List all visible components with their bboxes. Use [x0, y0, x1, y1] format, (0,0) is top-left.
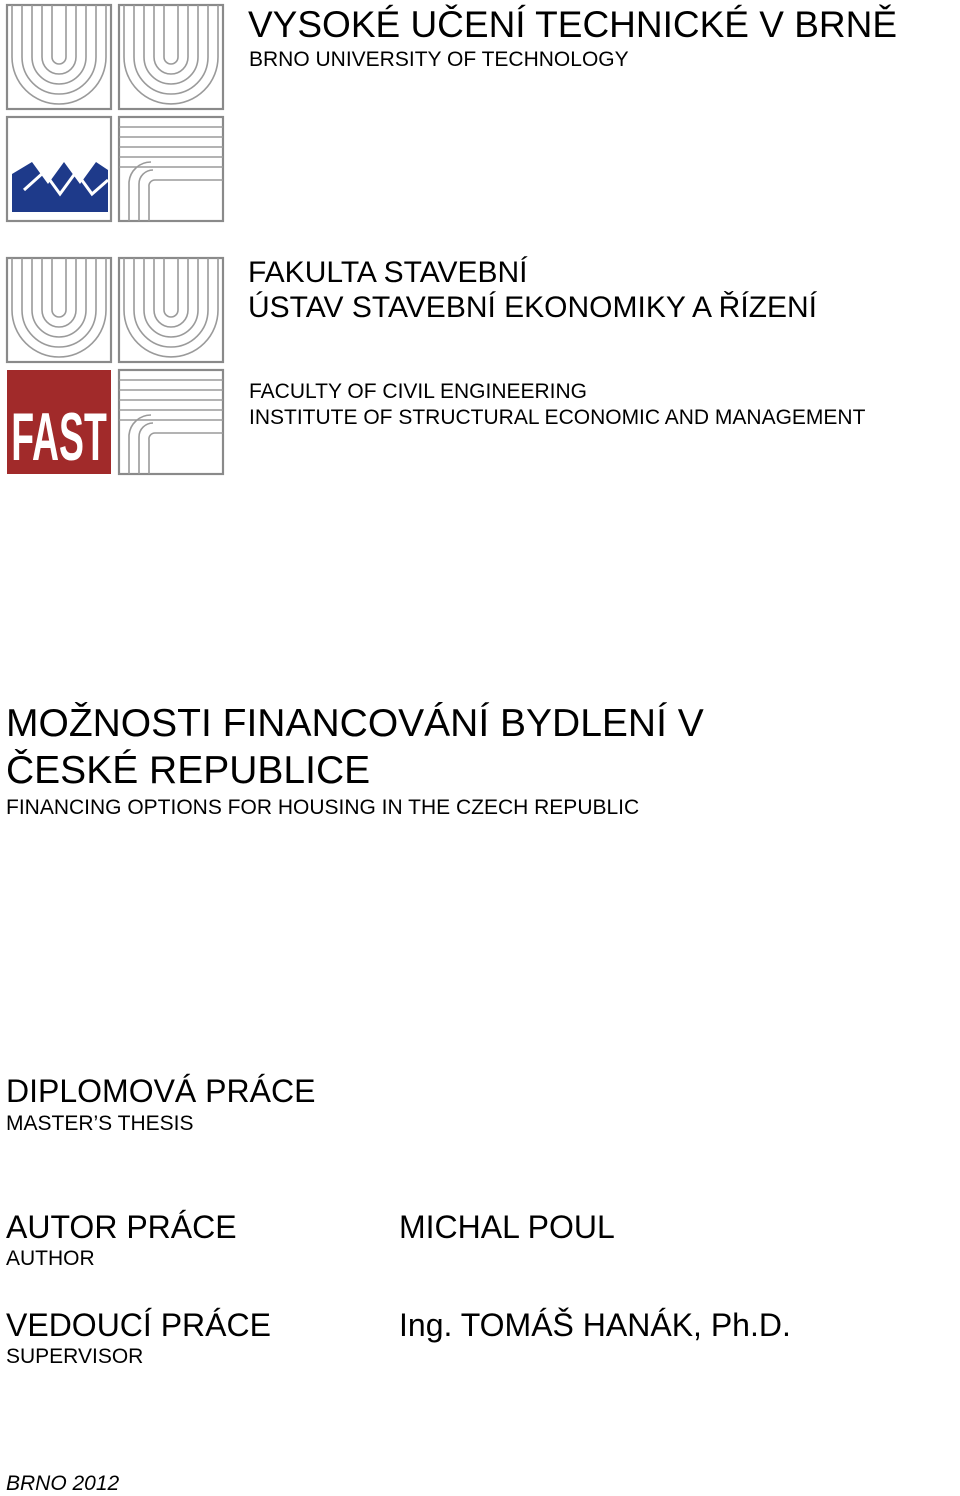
- thesis-title-cz-line2: ČESKÉ REPUBLICE: [6, 749, 371, 792]
- fast-logo-tile-bottom-right: [119, 370, 223, 474]
- university-name-cz: VYSOKÉ UČENÍ TECHNICKÉ V BRNĚ: [248, 4, 898, 45]
- institute-name-en: INSTITUTE OF STRUCTURAL ECONOMIC AND MANAGEMENT: [249, 406, 866, 429]
- faculty-name-cz: FAKULTA STAVEBNÍ: [248, 256, 528, 289]
- faculty-name-en: FACULTY OF CIVIL ENGINEERING: [249, 380, 588, 403]
- supervisor-label-cz: VEDOUCÍ PRÁCE: [6, 1307, 271, 1343]
- fast-logo-tile-top-right: [119, 258, 223, 362]
- fast-logo-tile-top-left: [7, 258, 111, 362]
- supervisor-label-en: SUPERVISOR: [6, 1345, 144, 1368]
- footer-place-year: BRNO 2012: [6, 1472, 120, 1495]
- thesis-type-cz: DIPLOMOVÁ PRÁCE: [6, 1073, 316, 1109]
- thesis-title-cz-line1: MOŽNOSTI FINANCOVÁNÍ BYDLENÍ V: [6, 702, 704, 745]
- fast-logo-tile-red: [7, 370, 111, 475]
- vut-logo-tile-bottom-left: [7, 117, 111, 221]
- fast-logo-text: FAST: [11, 398, 107, 475]
- vut-logo: [4, 2, 228, 224]
- vut-logo-tile-bottom-right: [119, 117, 223, 221]
- author-label-cz: AUTOR PRÁCE: [6, 1209, 237, 1245]
- fast-logo: [4, 255, 228, 477]
- supervisor-name: Ing. TOMÁŠ HANÁK, Ph.D.: [399, 1307, 791, 1343]
- thesis-type-en: MASTER’S THESIS: [6, 1112, 194, 1135]
- university-name-en: BRNO UNIVERSITY OF TECHNOLOGY: [249, 48, 629, 71]
- vut-logo-tile-top-left: [7, 5, 111, 109]
- author-label-en: AUTHOR: [6, 1247, 95, 1270]
- author-name: MICHAL POUL: [399, 1209, 615, 1245]
- vut-logo-tile-top-right: [119, 5, 223, 109]
- thesis-title-en: FINANCING OPTIONS FOR HOUSING IN THE CZECH REPUBLIC: [6, 796, 640, 819]
- institute-name-cz: ÚSTAV STAVEBNÍ EKONOMIKY A ŘÍZENÍ: [248, 291, 818, 324]
